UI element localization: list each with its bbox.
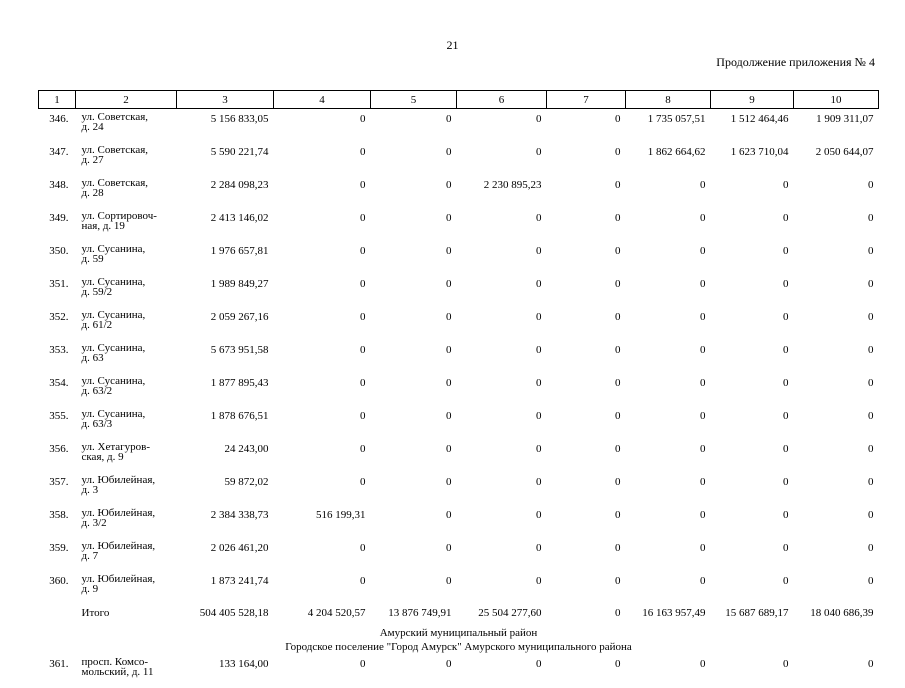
- value-cell: 133 164,00: [219, 658, 269, 670]
- table-row: [39, 472, 879, 505]
- address-line: ул. Хетагуров-: [81, 441, 151, 453]
- address-line: д. 27: [81, 154, 104, 166]
- address-cell: [76, 274, 177, 307]
- value-cell: 0: [615, 245, 621, 257]
- row-number: 349.: [49, 212, 69, 224]
- total-value: 504 405 528,18: [199, 607, 269, 619]
- address-cell: [76, 241, 177, 274]
- address-line: д. 24: [81, 121, 104, 133]
- value-cell: 0: [615, 311, 621, 323]
- table-row: [39, 406, 879, 439]
- address-line: ская, д. 9: [81, 451, 124, 463]
- address-cell: [76, 340, 177, 373]
- value-cell: 0: [446, 575, 452, 587]
- address-line: д. 59/2: [81, 286, 113, 298]
- value-cell: 0: [536, 542, 542, 554]
- address-line: ул. Юбилейная,: [81, 507, 156, 519]
- value-cell: 0: [615, 410, 621, 422]
- header-cell: 7: [547, 91, 626, 109]
- value-cell: 2 413 146,02: [210, 212, 269, 224]
- total-value: 16 163 957,49: [642, 607, 706, 619]
- value-cell: 0: [615, 344, 621, 356]
- value-cell: 0: [783, 443, 789, 455]
- total-value: 18 040 686,39: [810, 607, 874, 619]
- value-cell: 1 877 895,43: [210, 377, 269, 389]
- address-line: ная, д. 19: [81, 220, 125, 232]
- address-line: ул. Юбилейная,: [81, 474, 156, 486]
- value-cell: 0: [700, 212, 706, 224]
- value-cell: 0: [360, 344, 366, 356]
- row-number: 359.: [49, 542, 69, 554]
- value-cell: 0: [700, 410, 706, 422]
- value-cell: 1 878 676,51: [210, 410, 269, 422]
- value-cell: 0: [783, 410, 789, 422]
- row-number: 351.: [49, 278, 69, 290]
- value-cell: 0: [536, 476, 542, 488]
- table-row: [39, 109, 879, 143]
- value-cell: 0: [615, 509, 621, 521]
- table-row: [39, 340, 879, 373]
- table-row: [39, 241, 879, 274]
- value-cell: 0: [446, 658, 452, 670]
- value-cell: 1 976 657,81: [210, 245, 269, 257]
- value-cell: 0: [700, 179, 706, 191]
- row-number: 353.: [49, 344, 69, 356]
- value-cell: 0: [360, 146, 366, 158]
- value-cell: 0: [536, 245, 542, 257]
- table-row: [39, 175, 879, 208]
- address-line: ул. Юбилейная,: [81, 540, 156, 552]
- address-cell: [76, 109, 177, 143]
- value-cell: 0: [536, 344, 542, 356]
- value-cell: 0: [783, 311, 789, 323]
- table-row: [39, 571, 879, 604]
- value-cell: 0: [536, 443, 542, 455]
- value-cell: 1 512 464,46: [730, 113, 789, 125]
- table-row: [39, 505, 879, 538]
- total-row: [39, 604, 879, 626]
- value-cell: 0: [783, 575, 789, 587]
- value-cell: 0: [446, 410, 452, 422]
- address-cell: [76, 175, 177, 208]
- total-value: 0: [615, 607, 621, 619]
- value-cell: 0: [868, 575, 874, 587]
- value-cell: 0: [615, 212, 621, 224]
- row-number: 350.: [49, 245, 69, 257]
- address-cell: [76, 373, 177, 406]
- address-cell: [76, 142, 177, 175]
- value-cell: 0: [360, 542, 366, 554]
- value-cell: 0: [783, 245, 789, 257]
- value-cell: 0: [360, 113, 366, 125]
- header-cell: 6: [457, 91, 547, 109]
- value-cell: 2 230 895,23: [483, 179, 542, 191]
- value-cell: 0: [446, 179, 452, 191]
- value-cell: 2 026 461,20: [210, 542, 269, 554]
- header-cell: 10: [794, 91, 879, 109]
- value-cell: 0: [615, 113, 621, 125]
- value-cell: 0: [446, 542, 452, 554]
- table-row: [39, 274, 879, 307]
- value-cell: 0: [446, 113, 452, 125]
- value-cell: 0: [868, 377, 874, 389]
- value-cell: 0: [868, 509, 874, 521]
- value-cell: 0: [868, 476, 874, 488]
- value-cell: 0: [360, 476, 366, 488]
- value-cell: 0: [868, 443, 874, 455]
- value-cell: 0: [536, 278, 542, 290]
- header-cell: 4: [274, 91, 371, 109]
- value-cell: 0: [783, 542, 789, 554]
- value-cell: 5 673 951,58: [210, 344, 269, 356]
- value-cell: 0: [360, 658, 366, 670]
- value-cell: 0: [868, 311, 874, 323]
- address-line: д. 9: [81, 583, 99, 595]
- address-line: ул. Сусанина,: [81, 309, 146, 321]
- section-district-text: Амурский муниципальный район: [379, 627, 538, 639]
- value-cell: 0: [446, 509, 452, 521]
- value-cell: 0: [360, 245, 366, 257]
- value-cell: 0: [783, 344, 789, 356]
- address-line: просп. Комсо-: [81, 656, 149, 668]
- address-line: ул. Советская,: [81, 177, 149, 189]
- address-line: ул. Сусанина,: [81, 243, 146, 255]
- value-cell: 0: [868, 542, 874, 554]
- value-cell: 0: [446, 245, 452, 257]
- section-district: [39, 626, 879, 640]
- address-cell: [76, 571, 177, 604]
- page-number: 21: [446, 38, 459, 52]
- address-line: д. 63/3: [81, 418, 113, 430]
- continuation-label: Продолжение приложения № 4: [716, 55, 875, 69]
- value-cell: 0: [615, 278, 621, 290]
- address-line: д. 3: [81, 484, 99, 496]
- table-row: [39, 654, 879, 688]
- value-cell: 0: [868, 278, 874, 290]
- row-number: 360.: [49, 575, 69, 587]
- value-cell: 0: [700, 344, 706, 356]
- value-cell: 0: [446, 278, 452, 290]
- row-number: 348.: [49, 179, 69, 191]
- address-line: д. 63: [81, 352, 104, 364]
- value-cell: 5 590 221,74: [210, 146, 269, 158]
- total-value: 25 504 277,60: [478, 607, 542, 619]
- value-cell: 0: [868, 344, 874, 356]
- row-number: 347.: [49, 146, 69, 158]
- value-cell: 0: [536, 212, 542, 224]
- value-cell: 0: [536, 410, 542, 422]
- value-cell: 0: [700, 443, 706, 455]
- value-cell: 1 623 710,04: [730, 146, 789, 158]
- address-cell: [76, 208, 177, 241]
- address-line: ул. Сусанина,: [81, 276, 146, 288]
- address-line: д. 28: [81, 187, 104, 199]
- value-cell: 0: [446, 146, 452, 158]
- value-cell: 2 284 098,23: [210, 179, 269, 191]
- address-line: ул. Юбилейная,: [81, 573, 156, 585]
- table-row: [39, 538, 879, 571]
- address-line: д. 3/2: [81, 517, 107, 529]
- value-cell: 0: [700, 311, 706, 323]
- total-value: 4 204 520,57: [307, 607, 366, 619]
- value-cell: 0: [615, 542, 621, 554]
- row-number: 358.: [49, 509, 69, 521]
- table-row: [39, 208, 879, 241]
- value-cell: 0: [700, 245, 706, 257]
- value-cell: 0: [536, 146, 542, 158]
- value-cell: 0: [783, 509, 789, 521]
- header-cell: 8: [626, 91, 711, 109]
- value-cell: 0: [615, 179, 621, 191]
- value-cell: 0: [360, 410, 366, 422]
- value-cell: 0: [868, 212, 874, 224]
- address-line: ул. Советская,: [81, 144, 149, 156]
- total-value: 13 876 749,91: [388, 607, 452, 619]
- value-cell: 0: [360, 179, 366, 191]
- row-number: 356.: [49, 443, 69, 455]
- value-cell: 0: [536, 311, 542, 323]
- address-cell: [76, 654, 177, 688]
- address-cell: [76, 406, 177, 439]
- address-line: ул. Сусанина,: [81, 342, 146, 354]
- value-cell: 1 873 241,74: [210, 575, 269, 587]
- address-line: д. 7: [81, 550, 99, 562]
- value-cell: 0: [360, 311, 366, 323]
- total-value: 15 687 689,17: [725, 607, 789, 619]
- value-cell: 0: [536, 113, 542, 125]
- value-cell: 0: [783, 377, 789, 389]
- table-row: [39, 373, 879, 406]
- address-line: ул. Сусанина,: [81, 375, 146, 387]
- header-cell: 1: [39, 91, 76, 109]
- address-line: д. 59: [81, 253, 104, 265]
- value-cell: 0: [360, 212, 366, 224]
- address-line: мольский, д. 11: [81, 666, 154, 678]
- value-cell: 0: [446, 344, 452, 356]
- header-cell: 2: [76, 91, 177, 109]
- total-label: Итого: [81, 607, 110, 619]
- row-number: 352.: [49, 311, 69, 323]
- value-cell: 0: [783, 278, 789, 290]
- value-cell: 0: [536, 658, 542, 670]
- value-cell: 0: [783, 658, 789, 670]
- value-cell: 1 909 311,07: [816, 113, 874, 125]
- value-cell: 0: [700, 509, 706, 521]
- value-cell: 0: [446, 377, 452, 389]
- value-cell: 0: [783, 476, 789, 488]
- value-cell: 0: [700, 575, 706, 587]
- value-cell: 0: [446, 311, 452, 323]
- value-cell: 0: [615, 377, 621, 389]
- value-cell: 0: [446, 443, 452, 455]
- value-cell: 24 243,00: [224, 443, 269, 455]
- value-cell: 0: [783, 212, 789, 224]
- section-settlement: [39, 640, 879, 654]
- address-cell: [76, 538, 177, 571]
- value-cell: 0: [700, 542, 706, 554]
- value-cell: 0: [615, 146, 621, 158]
- table-row: [39, 307, 879, 340]
- address-line: ул. Сортировоч-: [81, 210, 157, 222]
- value-cell: 0: [700, 278, 706, 290]
- value-cell: 0: [446, 476, 452, 488]
- total-spacer: [39, 604, 76, 626]
- value-cell: 2 059 267,16: [210, 311, 269, 323]
- value-cell: 0: [868, 245, 874, 257]
- address-cell: [76, 307, 177, 340]
- header-cell: 5: [371, 91, 457, 109]
- row-number: 354.: [49, 377, 69, 389]
- value-cell: 0: [446, 212, 452, 224]
- address-line: ул. Сусанина,: [81, 408, 146, 420]
- row-number: 361.: [49, 658, 69, 670]
- value-cell: 2 384 338,73: [210, 509, 269, 521]
- value-cell: 0: [615, 476, 621, 488]
- table-row: [39, 142, 879, 175]
- table-row: [39, 439, 879, 472]
- section-settlement-text: Городское поселение "Город Амурск" Амурского муниципального района: [285, 641, 632, 653]
- value-cell: 0: [360, 278, 366, 290]
- address-cell: [76, 505, 177, 538]
- value-cell: 0: [360, 575, 366, 587]
- value-cell: 0: [536, 509, 542, 521]
- address-line: ул. Советская,: [81, 111, 149, 123]
- value-cell: 0: [868, 410, 874, 422]
- value-cell: 0: [615, 443, 621, 455]
- value-cell: 0: [536, 575, 542, 587]
- value-cell: 0: [868, 179, 874, 191]
- value-cell: 0: [868, 658, 874, 670]
- value-cell: 0: [360, 377, 366, 389]
- address-cell: [76, 472, 177, 505]
- value-cell: 0: [700, 476, 706, 488]
- value-cell: 0: [615, 658, 621, 670]
- row-number: 355.: [49, 410, 69, 422]
- header-row: [39, 91, 879, 109]
- appendix-table: [38, 90, 879, 688]
- value-cell: 2 050 644,07: [815, 146, 874, 158]
- value-cell: 516 199,31: [316, 509, 366, 521]
- value-cell: 0: [783, 179, 789, 191]
- address-line: д. 63/2: [81, 385, 113, 397]
- address-cell: [76, 439, 177, 472]
- header-cell: 9: [711, 91, 794, 109]
- value-cell: 0: [536, 377, 542, 389]
- value-cell: 0: [615, 575, 621, 587]
- value-cell: 59 872,02: [224, 476, 269, 488]
- address-line: д. 61/2: [81, 319, 113, 331]
- row-number: 357.: [49, 476, 69, 488]
- value-cell: 5 156 833,05: [210, 113, 269, 125]
- header-cell: 3: [177, 91, 274, 109]
- value-cell: 0: [700, 377, 706, 389]
- value-cell: 1 862 664,62: [647, 146, 706, 158]
- value-cell: 1 735 057,51: [647, 113, 706, 125]
- value-cell: 0: [360, 443, 366, 455]
- value-cell: 1 989 849,27: [210, 278, 269, 290]
- row-number: 346.: [49, 113, 69, 125]
- value-cell: 0: [700, 658, 706, 670]
